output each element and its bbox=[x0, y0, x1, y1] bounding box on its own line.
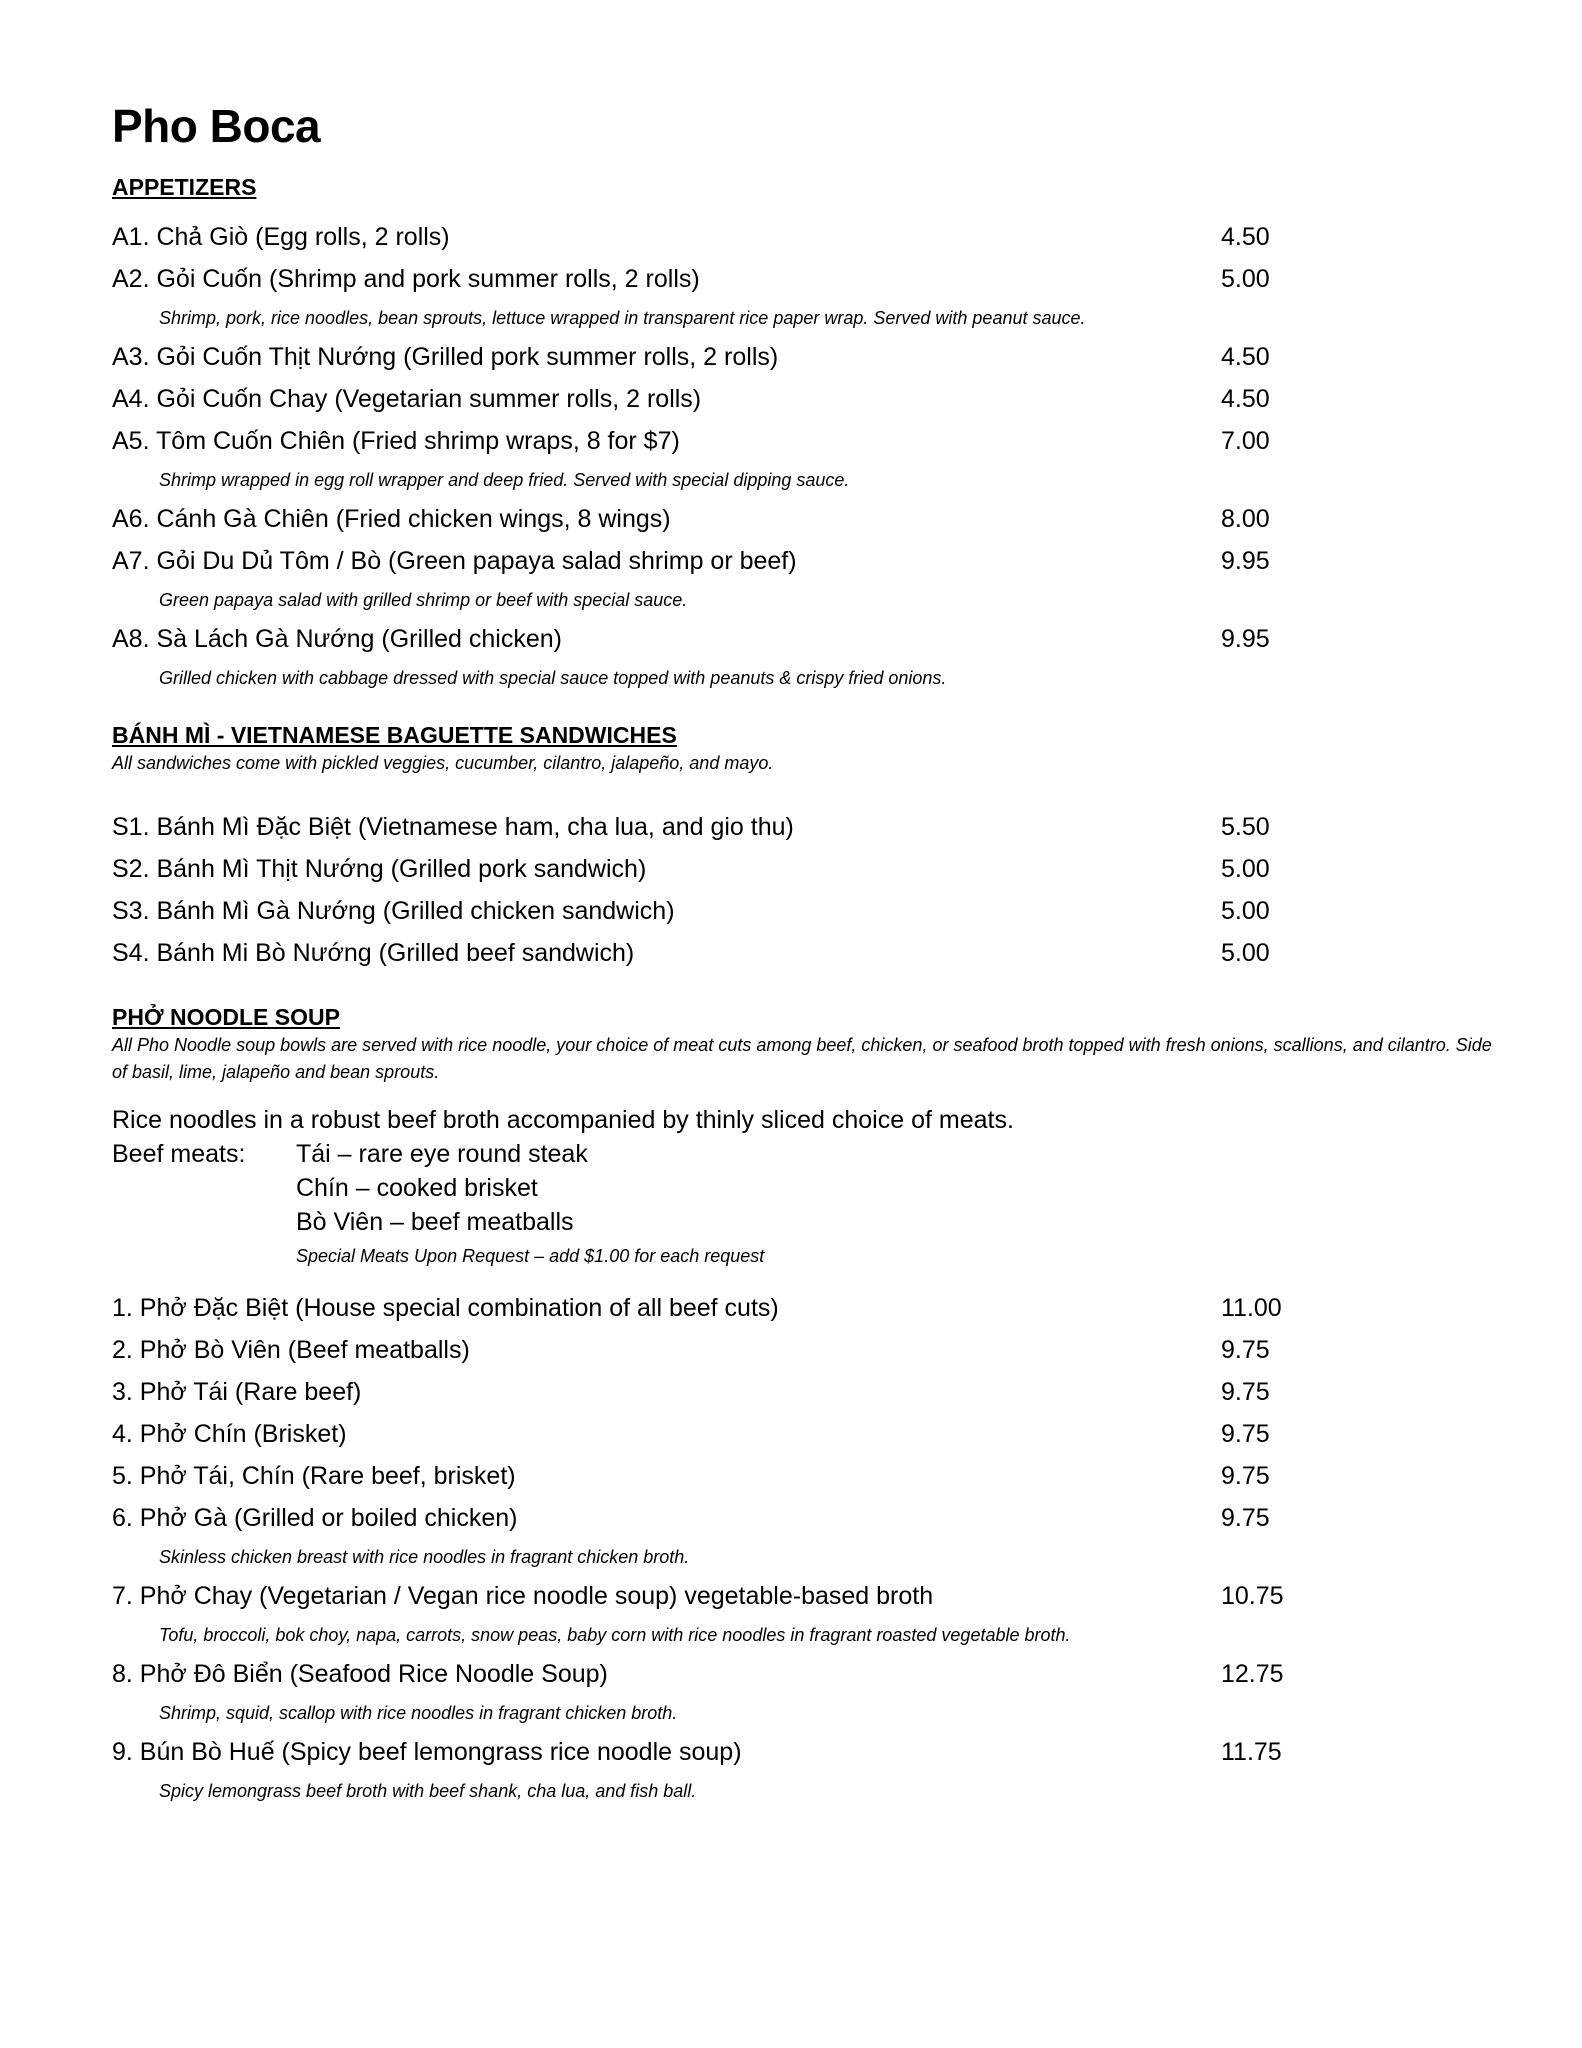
menu-item bbox=[112, 1575, 1492, 1617]
item-price: 5.00 bbox=[1221, 855, 1270, 883]
item-name: 2. Phở Bò Viên (Beef meatballs) bbox=[112, 1336, 470, 1364]
restaurant-title: Pho Boca bbox=[112, 100, 321, 152]
meat-row bbox=[112, 1205, 1492, 1239]
meat-row bbox=[112, 1137, 1492, 1171]
item-name: S1. Bánh Mì Đặc Biệt (Vietnamese ham, cha lua, and gio thu) bbox=[112, 813, 794, 841]
banh-mi-section bbox=[112, 720, 1492, 974]
item-price: 4.50 bbox=[1221, 343, 1270, 371]
item-description: Tofu, broccoli, bok choy, napa, carrots, snow peas, baby corn with rice noodles in fragrant roasted vegetable broth. bbox=[159, 1625, 1071, 1645]
menu-item bbox=[112, 336, 1492, 378]
meat-option: Chín – cooked brisket bbox=[296, 1174, 538, 1202]
item-name: A5. Tôm Cuốn Chiên (Fried shrimp wraps, 8 for $7) bbox=[112, 427, 680, 455]
menu-item bbox=[112, 1497, 1492, 1539]
menu-item bbox=[112, 216, 1492, 258]
item-name: 3. Phở Tái (Rare beef) bbox=[112, 1378, 362, 1406]
menu-item bbox=[112, 1371, 1492, 1413]
pho-section bbox=[112, 1002, 1492, 1809]
menu-item bbox=[112, 618, 1492, 660]
menu-item bbox=[112, 1413, 1492, 1455]
item-name: A4. Gỏi Cuốn Chay (Vegetarian summer rolls, 2 rolls) bbox=[112, 385, 702, 413]
item-price: 4.50 bbox=[1221, 223, 1270, 251]
item-price: 8.00 bbox=[1221, 505, 1270, 533]
item-description: Spicy lemongrass beef broth with beef shank, cha lua, and fish ball. bbox=[159, 1781, 697, 1801]
item-name: 8. Phở Đô Biển (Seafood Rice Noodle Soup) bbox=[112, 1660, 608, 1688]
menu-item bbox=[112, 890, 1492, 932]
item-price: 5.00 bbox=[1221, 939, 1270, 967]
item-name: S3. Bánh Mì Gà Nướng (Grilled chicken sandwich) bbox=[112, 897, 675, 925]
menu-item bbox=[112, 1731, 1492, 1773]
item-name: 9. Bún Bò Huế (Spicy beef lemongrass rice noodle soup) bbox=[112, 1738, 742, 1766]
menu-item bbox=[112, 1653, 1492, 1695]
item-price: 7.00 bbox=[1221, 427, 1270, 455]
item-price: 12.75 bbox=[1221, 1660, 1284, 1688]
menu-item bbox=[112, 420, 1492, 462]
pho-list bbox=[112, 1287, 1492, 1809]
section-heading: PHỞ NOODLE SOUP bbox=[112, 1004, 340, 1030]
menu-item bbox=[112, 1329, 1492, 1371]
beef-meats-label: Beef meats: bbox=[112, 1140, 246, 1168]
item-price: 5.50 bbox=[1221, 813, 1270, 841]
menu-item bbox=[112, 540, 1492, 582]
item-price: 4.50 bbox=[1221, 385, 1270, 413]
meat-row bbox=[112, 1171, 1492, 1205]
item-name: S4. Bánh Mi Bò Nướng (Grilled beef sandwich) bbox=[112, 939, 635, 967]
item-price: 10.75 bbox=[1221, 1582, 1284, 1610]
item-price: 9.75 bbox=[1221, 1336, 1270, 1364]
item-name: 5. Phở Tái, Chín (Rare beef, brisket) bbox=[112, 1462, 516, 1490]
item-description: Shrimp, squid, scallop with rice noodles in fragrant chicken broth. bbox=[159, 1703, 678, 1723]
menu-item bbox=[112, 1455, 1492, 1497]
menu-item bbox=[112, 498, 1492, 540]
item-name: A7. Gỏi Du Dủ Tôm / Bò (Green papaya salad shrimp or beef) bbox=[112, 547, 797, 575]
item-name: 7. Phở Chay (Vegetarian / Vegan rice noodle soup) vegetable-based broth bbox=[112, 1582, 934, 1610]
menu-item bbox=[112, 1287, 1492, 1329]
item-name: A2. Gỏi Cuốn (Shrimp and pork summer rolls, 2 rolls) bbox=[112, 265, 700, 293]
item-name: 1. Phở Đặc Biệt (House special combination of all beef cuts) bbox=[112, 1294, 779, 1322]
item-description: Skinless chicken breast with rice noodles in fragrant chicken broth. bbox=[159, 1547, 690, 1567]
section-heading: BÁNH MÌ - VIETNAMESE BAGUETTE SANDWICHES bbox=[112, 722, 677, 748]
item-price: 9.75 bbox=[1221, 1378, 1270, 1406]
banh-mi-list bbox=[112, 806, 1492, 974]
section-heading: APPETIZERS bbox=[112, 174, 257, 200]
menu-item bbox=[112, 848, 1492, 890]
item-name: A3. Gỏi Cuốn Thịt Nướng (Grilled pork summer rolls, 2 rolls) bbox=[112, 343, 779, 371]
item-description: Shrimp, pork, rice noodles, bean sprouts, lettuce wrapped in transparent rice paper wrap. Served with peanut sauce. bbox=[159, 308, 1086, 328]
item-description: Green papaya salad with grilled shrimp or beef with special sauce. bbox=[159, 590, 688, 610]
item-name: A8. Sà Lách Gà Nướng (Grilled chicken) bbox=[112, 625, 562, 653]
item-description: Shrimp wrapped in egg roll wrapper and deep fried. Served with special dipping sauce. bbox=[159, 470, 850, 490]
item-name: 4. Phở Chín (Brisket) bbox=[112, 1420, 347, 1448]
item-price: 5.00 bbox=[1221, 897, 1270, 925]
item-price: 11.75 bbox=[1221, 1738, 1282, 1766]
menu-page bbox=[112, 96, 1492, 1809]
item-price: 11.00 bbox=[1221, 1294, 1282, 1322]
meat-option: Bò Viên – beef meatballs bbox=[296, 1208, 574, 1236]
item-price: 9.95 bbox=[1221, 547, 1270, 575]
item-price: 9.75 bbox=[1221, 1420, 1270, 1448]
special-meats-note: Special Meats Upon Request – add $1.00 for each request bbox=[296, 1246, 765, 1266]
menu-item bbox=[112, 378, 1492, 420]
menu-item bbox=[112, 258, 1492, 300]
item-description: Grilled chicken with cabbage dressed with special sauce topped with peanuts & crispy fried onions. bbox=[159, 668, 947, 688]
item-price: 9.75 bbox=[1221, 1504, 1270, 1532]
item-name: A1. Chả Giò (Egg rolls, 2 rolls) bbox=[112, 223, 450, 251]
pho-intro: Rice noodles in a robust beef broth accompanied by thinly sliced choice of meats. bbox=[112, 1106, 1014, 1134]
section-note: All sandwiches come with pickled veggies, cucumber, cilantro, jalapeño, and mayo. bbox=[112, 753, 774, 773]
section-note: All Pho Noodle soup bowls are served with rice noodle, your choice of meat cuts among beef, chicken, or seafood broth topped with fresh onions, scallions, and cilantro. Side of basil, lime, jalapeño and bean sprouts. bbox=[112, 1035, 1492, 1082]
item-name: 6. Phở Gà (Grilled or boiled chicken) bbox=[112, 1504, 518, 1532]
item-price: 5.00 bbox=[1221, 265, 1270, 293]
menu-item bbox=[112, 932, 1492, 974]
appetizers-section bbox=[112, 172, 1492, 696]
appetizers-list bbox=[112, 216, 1492, 696]
item-price: 9.75 bbox=[1221, 1462, 1270, 1490]
item-name: A6. Cánh Gà Chiên (Fried chicken wings, 8 wings) bbox=[112, 505, 671, 533]
meat-option: Tái – rare eye round steak bbox=[296, 1140, 588, 1168]
item-price: 9.95 bbox=[1221, 625, 1270, 653]
item-name: S2. Bánh Mì Thịt Nướng (Grilled pork sandwich) bbox=[112, 855, 647, 883]
menu-item bbox=[112, 806, 1492, 848]
